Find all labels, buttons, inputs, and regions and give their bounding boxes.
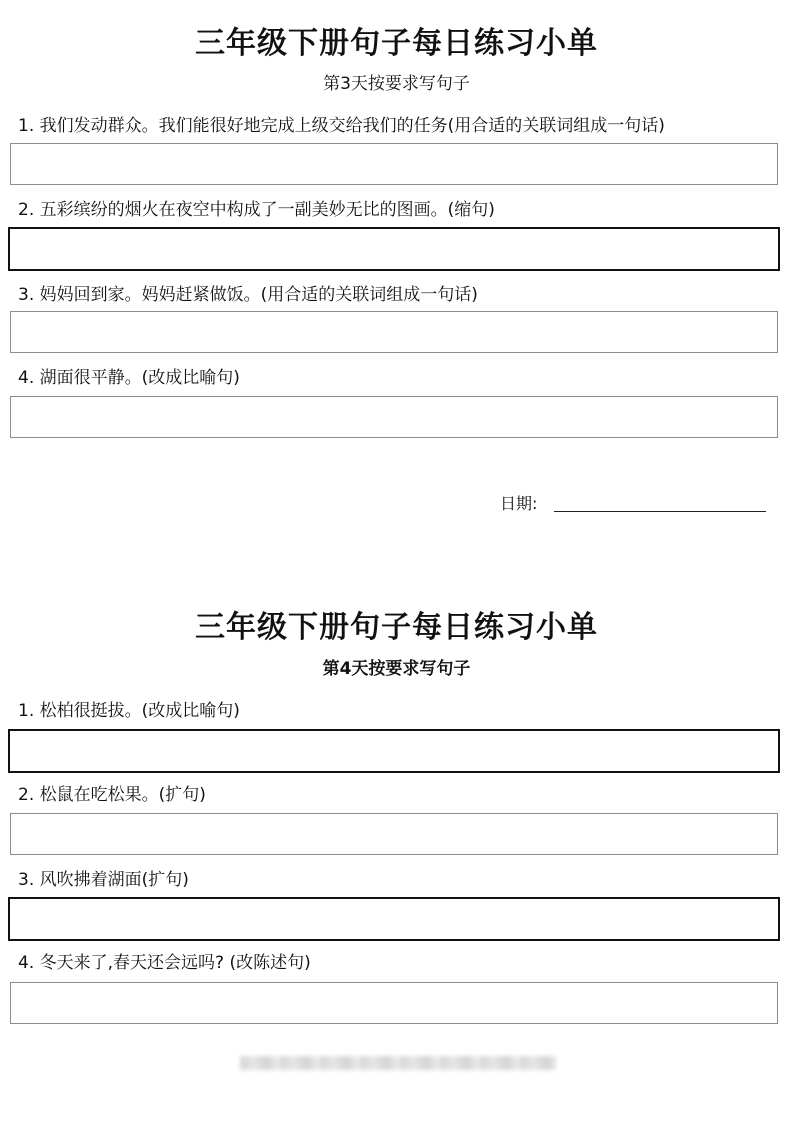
s1-question-1: 1. 我们发动群众。我们能很好地完成上级交给我们的任务(用合适的关联词组成一句话): [18, 116, 665, 136]
date-label: 日期:: [500, 494, 538, 513]
s1-answer-box-1[interactable]: [10, 143, 778, 185]
section2-subtitle: 第4天按要求写句子: [322, 659, 471, 679]
s2-answer-box-3[interactable]: [8, 897, 780, 941]
s2-answer-box-2[interactable]: [10, 813, 778, 855]
section1-title: 三年级下册句子每日练习小单: [195, 26, 598, 61]
s2-question-1: 1. 松柏很挺拔。(改成比喻句): [18, 701, 240, 721]
s2-question-3: 3. 风吹拂着湖面(扩句): [18, 870, 189, 890]
s1-question-2: 2. 五彩缤纷的烟火在夜空中构成了一副美妙无比的图画。(缩句): [18, 200, 495, 220]
s1-answer-box-4[interactable]: [10, 396, 778, 438]
s1-answer-box-3[interactable]: [10, 311, 778, 353]
section2-title: 三年级下册句子每日练习小单: [195, 610, 598, 645]
section1-subtitle: 第3天按要求写句子: [323, 74, 470, 94]
s2-answer-box-1[interactable]: [8, 729, 780, 773]
s2-question-2: 2. 松鼠在吃松果。(扩句): [18, 785, 206, 805]
s2-question-4: 4. 冬天来了,春天还会远吗? (改陈述句): [18, 953, 311, 973]
s2-answer-box-4[interactable]: [10, 982, 778, 1024]
s1-question-3: 3. 妈妈回到家。妈妈赶紧做饭。(用合适的关联词组成一句话): [18, 285, 478, 305]
date-fill-line[interactable]: [554, 511, 766, 512]
s1-question-4: 4. 湖面很平静。(改成比喻句): [18, 368, 240, 388]
blurred-watermark: [240, 1056, 556, 1070]
s1-answer-box-2[interactable]: [8, 227, 780, 271]
